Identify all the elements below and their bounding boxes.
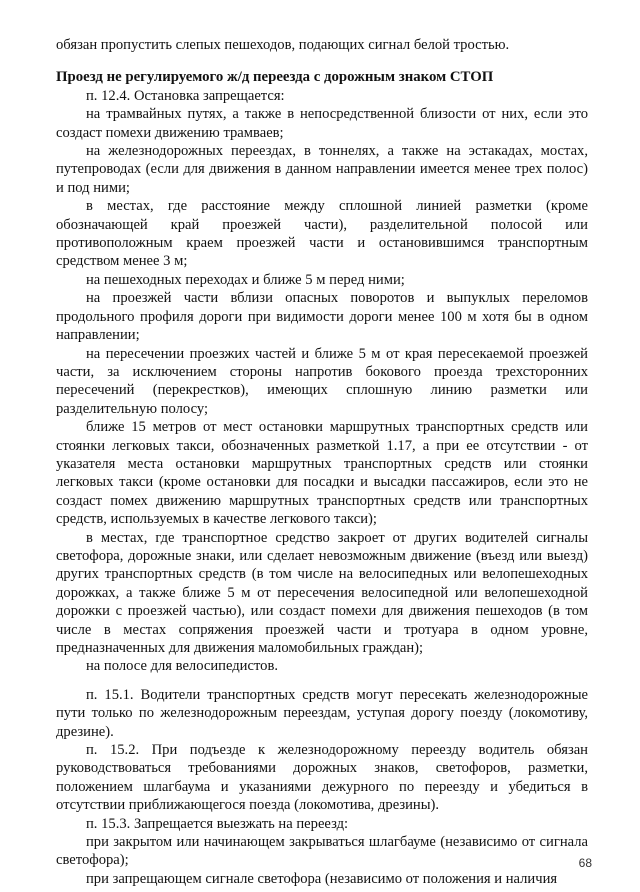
page-number: 68 [578, 856, 592, 870]
clause-15-3-title: п. 15.3. Запрещается выезжать на переезд: [86, 815, 349, 832]
clause-12-4-title: п. 12.4. Остановка запрещается: [86, 87, 285, 104]
list-item: при закрытом или начинающем закрываться шлагбауме (независимо от сигнала светофора); [56, 834, 588, 869]
list-item: при запрещающем сигнале светофора (независимо от положения и наличия [86, 870, 558, 887]
list-item: на пересечении проезжих частей и ближе 5 м от края пересекаемой проезжей части, за исключением стороны напротив бокового проезда трехсторонних пересечений (перекрестков), имеющих сплошную линию разметки или разделительную полосу; [56, 345, 588, 417]
list-item: в местах, где расстояние между сплошной линией разметки (кроме обозначающей край проезжей части), разделительной полосой или противоположным краем проезжей части и остановившимся транспортным средством менее 3 м; [56, 198, 588, 270]
document-body [56, 36, 588, 888]
clause-15-2: п. 15.2. При подъезде к железнодорожному переезду водитель обязан руководствоваться требованиями дорожных знаков, светофоров, разметки, положением шлагбаума и указаниями дежурного по переезду и убедиться в отсутствии приближающегося поезда (локомотива, дрезины). [56, 742, 588, 814]
list-item: ближе 15 метров от мест остановки маршрутных транспортных средств или стоянки легковых такси, обозначенных разметкой 1.17, а при ее отсутствии - от указателя места остановки маршрутных транспортных средств или стоянки легковых такси (кроме остановки для посадки и высадки пассажиров, если это не создаст помех движению маршрутных транспортных средств или транспортных средств, используемых в качестве легкового такси); [56, 419, 588, 528]
section-heading: Проезд не регулируемого ж/д переезда с дорожным знаком СТОП [56, 69, 494, 86]
list-item: в местах, где транспортное средство закроет от других водителей сигналы светофора, дорожные знаки, или сделает невозможным движение (въезд или выезд) других транспортных средств (в том числе на велосипедных или велопешеходных дорожках, а также ближе 5 м от пересечения велосипедной или велопешеходной дорожки с проезжей частью), или создаст помехи для движения пешеходов (в том числе в местах сопряжения проезжей части и тротуара в одном уровне, предназначенных для движения маломобильных граждан); [56, 529, 588, 656]
list-item: на пешеходных переходах и ближе 5 м перед ними; [86, 271, 405, 288]
clause-15-1: п. 15.1. Водители транспортных средств могут пересекать железнодорожные пути только по железнодорожным переездам, уступая дорогу поезду (локомотиву, дрезине). [56, 686, 588, 740]
list-item: на проезжей части вблизи опасных поворотов и выпуклых переломов продольного профиля дороги при видимости дороги менее 100 м хотя бы в одном направлении; [56, 290, 588, 344]
list-item: на полосе для велосипедистов. [86, 658, 278, 675]
list-item: на трамвайных путях, а также в непосредственной близости от них, если это создаст помехи движению трамваев; [56, 106, 588, 141]
list-item: на железнодорожных переездах, в тоннелях, а также на эстакадах, мостах, путепроводах (если для движения в данном направлении имеется менее трех полос) и под ними; [56, 143, 588, 196]
paragraph-continued: обязан пропустить слепых пешеходов, подающих сигнал белой тростью. [56, 37, 510, 53]
